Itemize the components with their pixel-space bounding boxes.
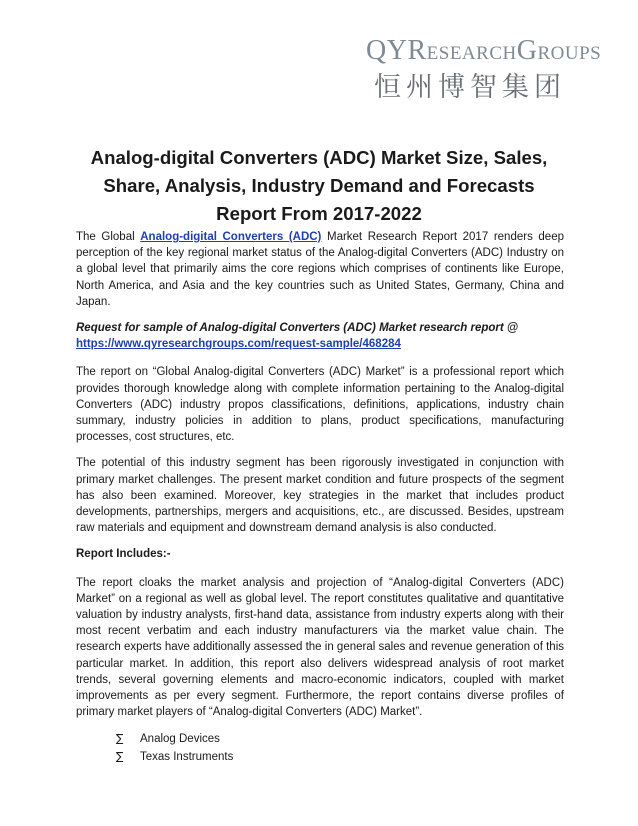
intro-text-before: The Global [76, 231, 141, 243]
sample-request-block [76, 320, 564, 352]
company-logo [366, 35, 602, 105]
overview-paragraph: The report on “Global Analog-digital Converters (ADC) Market” is a professional report which provides thorough knowledge along with complete information pertaining to the Analog-digital Converters (ADC) industry propos classifications, definitions, applications, industry chain summary, industry policies in addition to plans, product specifications, manufacturing processes, cost structures, etc. [76, 366, 564, 444]
report-body [76, 229, 564, 766]
intro-paragraph [76, 229, 564, 310]
logo-letters: ESEARCH [426, 43, 517, 64]
logo-letter: Y [386, 35, 408, 66]
report-title: Analog-digital Converters (ADC) Market Size, Sales, Share, Analysis, Industry Demand and Forecasts Report From 2017-2022 [90, 147, 548, 224]
company-name: Analog Devices [140, 733, 220, 746]
logo-letter: G [516, 35, 538, 66]
list-item [116, 748, 564, 766]
analysis-paragraph: The report cloaks the market analysis and projection of “Analog-digital Converters (ADC) Market” on a regional as well as global level. The report constitutes qualitative and quantitative valuation by industry analysts, first-hand data, assistance from industry experts along with their most recent verbatim and each industry manufacturers via the market value chain. The research experts have additionally assessed the in general sales and revenue generation of this particular market. In addition, this report also delivers widespread analysis of root market trends, several governing elements and macro-economic indicators, coupled with market improvements as per every segment. Furthermore, the report contains diverse profiles of primary market players of “Analog-digital Converters (ADC) Market”. [76, 576, 564, 719]
logo-letter: Q [366, 35, 387, 66]
logo-english [366, 35, 602, 69]
logo-chinese: 恒州博智集团 [374, 72, 566, 103]
logo-letters: ROUPS [537, 43, 602, 64]
sample-request-text: Request for sample of Analog-digital Converters (ADC) Market research report @ [76, 322, 519, 335]
report-includes-heading: Report Includes:- [76, 548, 171, 561]
sigma-bullet-icon: ∑ [116, 750, 124, 764]
company-name: Texas Instruments [140, 751, 234, 764]
company-list [76, 730, 564, 766]
intro-text-after: Market Research Report 2017 renders deep perception of the key regional market status of the Analog-digital Converters (ADC) Industry on a global level that primarily aims the core regions which comprises of continents like Europe, North America, and Asia and the key countries such as United States, Germany, China and Japan. [76, 231, 564, 308]
market-link[interactable]: Analog-digital Converters (ADC) [140, 231, 322, 243]
sigma-bullet-icon: ∑ [116, 732, 124, 746]
list-item [116, 730, 564, 748]
sample-request-link[interactable]: https://www.qyresearchgroups.com/request-sample/468284 [76, 338, 401, 351]
logo-letter: R [407, 35, 427, 66]
potential-paragraph: The potential of this industry segment has been rigorously investigated in conjunction with primary market challenges. The present market condition and future prospects of the segment has also been examined. Moreover, key strategies in the market that includes product developments, partnerships, mergers and acquisitions, etc., are discussed. Besides, upstream raw materials and equipment and downstream demand analysis is also conducted. [76, 457, 564, 535]
